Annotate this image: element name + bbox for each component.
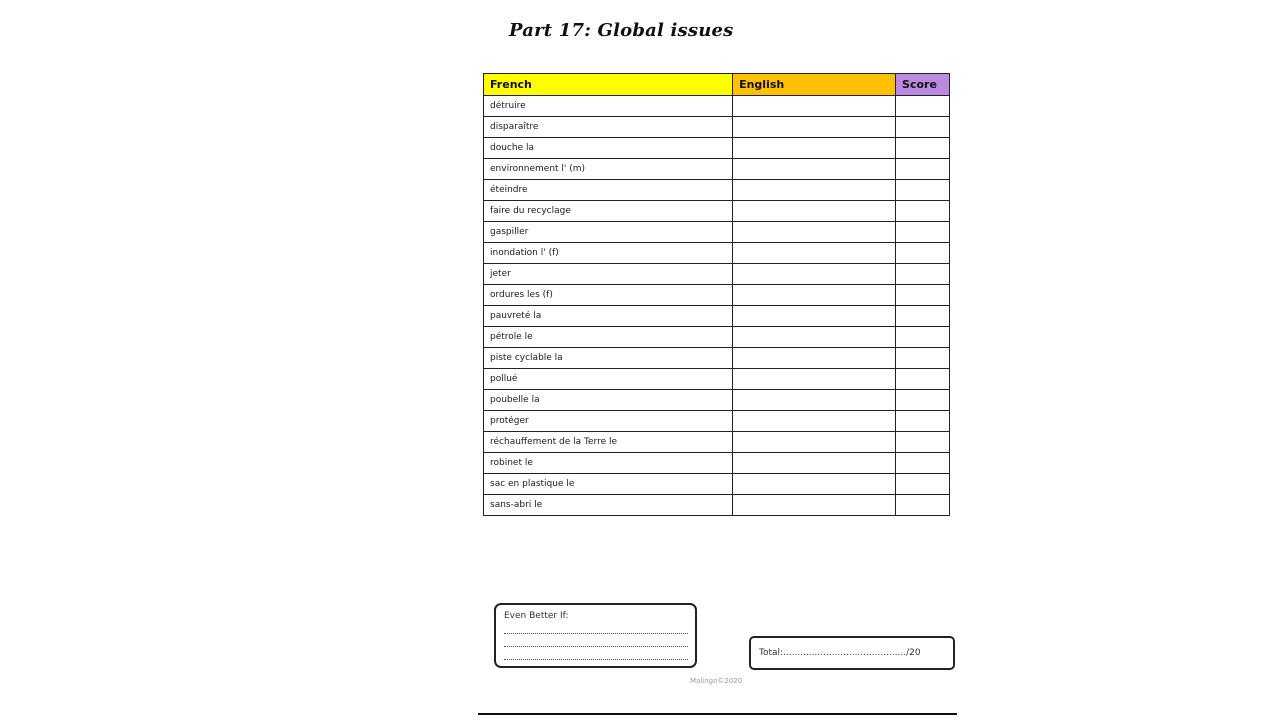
french-word-cell: ordures les (f) <box>484 285 733 306</box>
even-better-if-label: Even Better If: <box>504 611 569 621</box>
table-row <box>484 96 950 117</box>
french-word-cell: détruire <box>484 96 733 117</box>
score-cell[interactable] <box>896 432 950 453</box>
score-cell[interactable] <box>896 96 950 117</box>
table-row <box>484 201 950 222</box>
score-cell[interactable] <box>896 411 950 432</box>
table-row <box>484 117 950 138</box>
table-row <box>484 411 950 432</box>
french-word-cell: robinet le <box>484 453 733 474</box>
table-row <box>484 222 950 243</box>
english-answer-cell[interactable] <box>733 117 896 138</box>
french-word-cell: douche la <box>484 138 733 159</box>
french-word-cell: réchauffement de la Terre le <box>484 432 733 453</box>
total-box <box>749 636 955 670</box>
english-answer-cell[interactable] <box>733 369 896 390</box>
table-row <box>484 348 950 369</box>
score-cell[interactable] <box>896 453 950 474</box>
french-word-cell: sans-abri le <box>484 495 733 516</box>
table-row <box>484 264 950 285</box>
english-answer-cell[interactable] <box>733 411 896 432</box>
french-word-cell: inondation l' (f) <box>484 243 733 264</box>
table-row <box>484 495 950 516</box>
french-word-cell: pauvreté la <box>484 306 733 327</box>
score-cell[interactable] <box>896 264 950 285</box>
page-title: Part 17: Global issues <box>509 20 734 41</box>
writing-line[interactable] <box>504 653 688 660</box>
header-score: Score <box>896 74 950 96</box>
english-answer-cell[interactable] <box>733 285 896 306</box>
score-cell[interactable] <box>896 306 950 327</box>
french-word-cell: faire du recyclage <box>484 201 733 222</box>
english-answer-cell[interactable] <box>733 201 896 222</box>
score-cell[interactable] <box>896 117 950 138</box>
french-word-cell: poubelle la <box>484 390 733 411</box>
french-word-cell: pétrole le <box>484 327 733 348</box>
english-answer-cell[interactable] <box>733 474 896 495</box>
header-french: French <box>484 74 733 96</box>
table-body <box>484 96 950 516</box>
score-cell[interactable] <box>896 474 950 495</box>
english-answer-cell[interactable] <box>733 243 896 264</box>
french-word-cell: sac en plastique le <box>484 474 733 495</box>
french-word-cell: pollué <box>484 369 733 390</box>
writing-line[interactable] <box>504 627 688 634</box>
english-answer-cell[interactable] <box>733 495 896 516</box>
table-row <box>484 159 950 180</box>
english-answer-cell[interactable] <box>733 264 896 285</box>
bottom-divider <box>478 713 957 715</box>
score-cell[interactable] <box>896 180 950 201</box>
french-word-cell: jeter <box>484 264 733 285</box>
score-cell[interactable] <box>896 285 950 306</box>
table-row <box>484 243 950 264</box>
english-answer-cell[interactable] <box>733 432 896 453</box>
french-word-cell: disparaître <box>484 117 733 138</box>
table-row <box>484 327 950 348</box>
total-label: Total:.........................................../20 <box>759 648 921 658</box>
english-answer-cell[interactable] <box>733 390 896 411</box>
table-row <box>484 474 950 495</box>
score-cell[interactable] <box>896 159 950 180</box>
english-answer-cell[interactable] <box>733 327 896 348</box>
table-row <box>484 432 950 453</box>
french-word-cell: éteindre <box>484 180 733 201</box>
even-better-if-box <box>494 603 697 668</box>
english-answer-cell[interactable] <box>733 306 896 327</box>
english-answer-cell[interactable] <box>733 138 896 159</box>
copyright-footer: Malingo©2020 <box>690 677 743 685</box>
table-row <box>484 390 950 411</box>
table-header-row <box>484 74 950 96</box>
header-english: English <box>733 74 896 96</box>
table-row <box>484 306 950 327</box>
table-row <box>484 369 950 390</box>
score-cell[interactable] <box>896 201 950 222</box>
score-cell[interactable] <box>896 222 950 243</box>
french-word-cell: environnement l' (m) <box>484 159 733 180</box>
table-row <box>484 285 950 306</box>
vocab-table <box>483 73 950 516</box>
english-answer-cell[interactable] <box>733 180 896 201</box>
writing-line[interactable] <box>504 640 688 647</box>
french-word-cell: protéger <box>484 411 733 432</box>
score-cell[interactable] <box>896 369 950 390</box>
score-cell[interactable] <box>896 138 950 159</box>
english-answer-cell[interactable] <box>733 96 896 117</box>
score-cell[interactable] <box>896 390 950 411</box>
english-answer-cell[interactable] <box>733 348 896 369</box>
score-cell[interactable] <box>896 495 950 516</box>
table-row <box>484 180 950 201</box>
french-word-cell: gaspiller <box>484 222 733 243</box>
table-row <box>484 453 950 474</box>
french-word-cell: piste cyclable la <box>484 348 733 369</box>
score-cell[interactable] <box>896 243 950 264</box>
score-cell[interactable] <box>896 348 950 369</box>
english-answer-cell[interactable] <box>733 222 896 243</box>
score-cell[interactable] <box>896 327 950 348</box>
table-row <box>484 138 950 159</box>
english-answer-cell[interactable] <box>733 159 896 180</box>
english-answer-cell[interactable] <box>733 453 896 474</box>
